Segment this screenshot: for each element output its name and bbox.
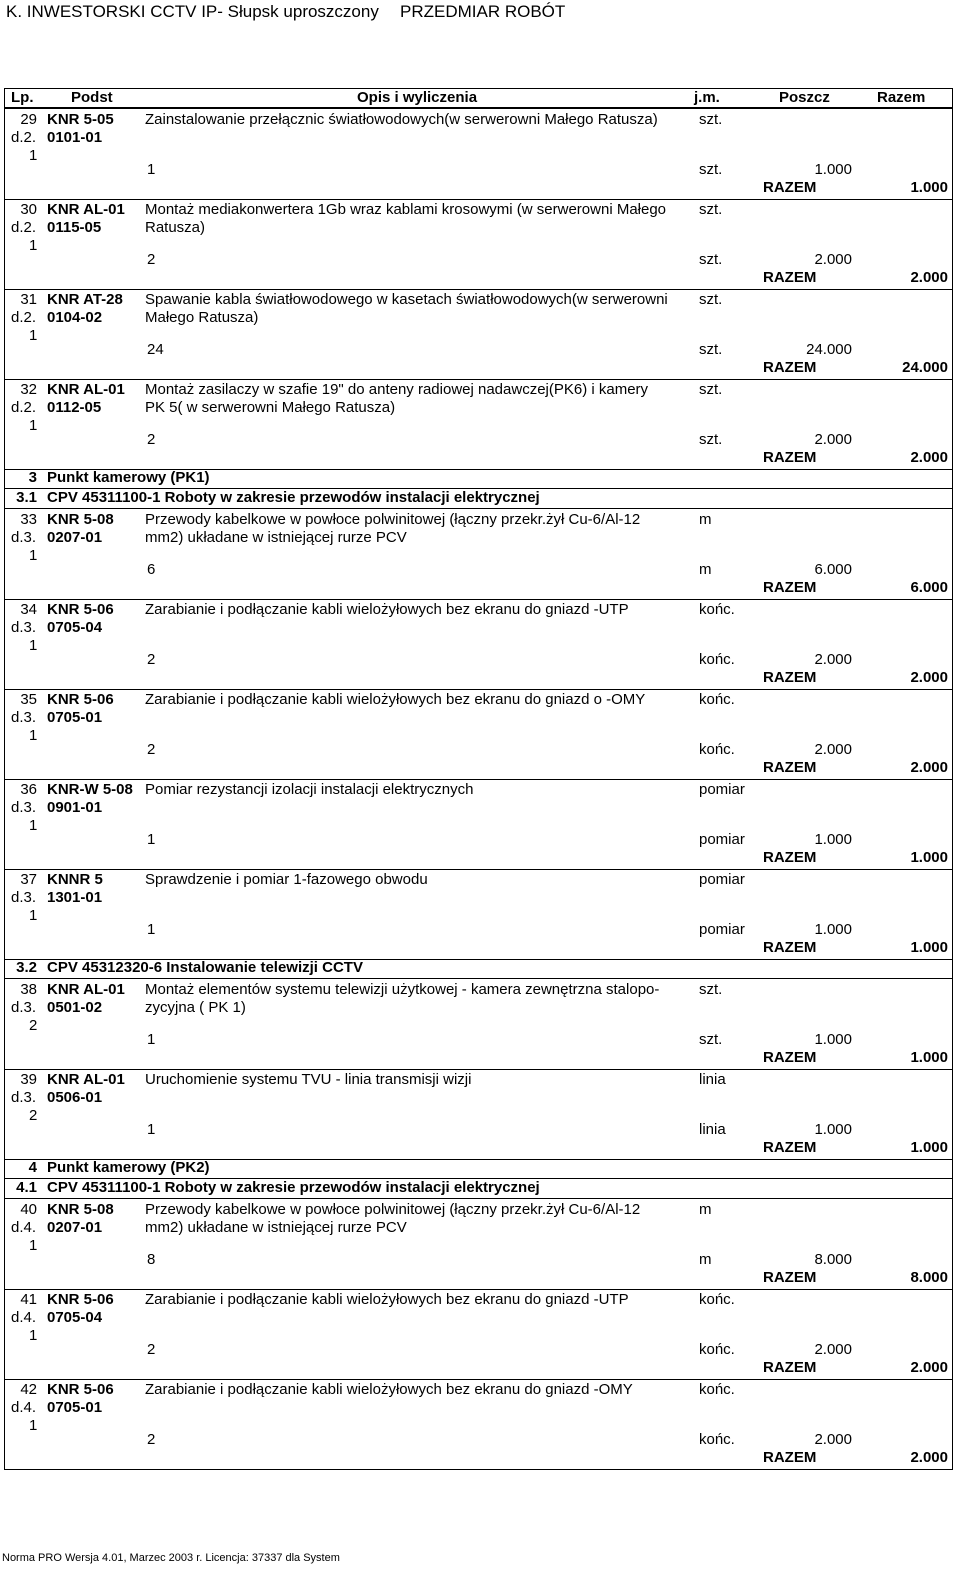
item-basis-code: 0901-01	[47, 799, 103, 816]
item-basis: KNR 5-06	[47, 691, 114, 708]
section-title: CPV 45311100-1 Roboty w zakresie przewodów instalacji elektrycznej	[47, 1179, 540, 1196]
item-basis-code: 0101-01	[47, 129, 103, 146]
item-subnum: 1	[29, 237, 38, 254]
razem-label: RAZEM	[763, 759, 817, 776]
calc-unit: końc.	[699, 1341, 735, 1358]
item-basis-code: 0705-04	[47, 1309, 103, 1326]
item-chapter: d.2.	[11, 309, 37, 326]
item-unit: szt.	[699, 981, 723, 998]
item-description: Sprawdzenie i pomiar 1-fazowego obwodu	[145, 871, 428, 888]
table-row	[5, 379, 952, 469]
item-subnum: 2	[29, 1017, 38, 1034]
item-description: Zainstalowanie przełącznic światłowodowych(w serwerowni Małego Ratusza)	[145, 111, 658, 128]
item-basis: KNR 5-08	[47, 1201, 114, 1218]
calc-unit: szt.	[699, 161, 723, 178]
item-unit: szt.	[699, 381, 723, 398]
razem-value: 1.000	[910, 179, 948, 196]
razem-value: 2.000	[910, 1359, 948, 1376]
item-unit: szt.	[699, 201, 723, 218]
table-row	[5, 979, 952, 1069]
razem-value: 1.000	[910, 1139, 948, 1156]
razem-label: RAZEM	[763, 1449, 817, 1466]
col-razem: Razem	[877, 89, 926, 106]
item-basis-code: 0207-01	[47, 529, 103, 546]
razem-value: 1.000	[910, 939, 948, 956]
calc-unit: szt.	[699, 251, 723, 268]
section-row	[5, 959, 952, 977]
razem-value: 1.000	[910, 1049, 948, 1066]
section-title: Punkt kamerowy (PK2)	[47, 1159, 210, 1176]
item-basis: KNR 5-06	[47, 601, 114, 618]
item-number: 41	[20, 1291, 37, 1308]
col-lp: Lp.	[11, 89, 34, 106]
razem-value: 2.000	[910, 669, 948, 686]
item-basis-code: 0207-01	[47, 1219, 103, 1236]
calc-quantity: 2	[147, 1431, 156, 1448]
calc-unit: linia	[699, 1121, 726, 1138]
item-unit: końc.	[699, 691, 735, 708]
razem-label: RAZEM	[763, 849, 817, 866]
item-number: 32	[20, 381, 37, 398]
item-chapter: d.3.	[11, 999, 37, 1016]
calc-unit: pomiar	[699, 831, 745, 848]
calc-value: 8.000	[814, 1251, 852, 1268]
item-description: Montaż elementów systemu telewizji użytkowej - kamera zewnętrzna stalopo-	[145, 981, 660, 998]
calc-quantity: 8	[147, 1251, 156, 1268]
calc-value: 1.000	[814, 161, 852, 178]
item-chapter: d.2.	[11, 219, 37, 236]
item-basis-code: 0501-02	[47, 999, 103, 1016]
razem-value: 1.000	[910, 849, 948, 866]
item-number: 39	[20, 1071, 37, 1088]
item-unit: końc.	[699, 1291, 735, 1308]
item-chapter: d.2.	[11, 129, 37, 146]
calc-unit: szt.	[699, 1031, 723, 1048]
item-description: Zarabianie i podłączanie kabli wielożyłowych bez ekranu do gniazd -OMY	[145, 1381, 633, 1398]
item-unit: szt.	[699, 111, 723, 128]
calc-quantity: 1	[147, 921, 156, 938]
item-chapter: d.4.	[11, 1219, 37, 1236]
calc-value: 1.000	[814, 1031, 852, 1048]
table-row	[5, 779, 952, 869]
table-row	[5, 109, 952, 199]
item-basis: KNNR 5	[47, 871, 103, 888]
item-subnum: 2	[29, 1107, 38, 1124]
item-description-cont: Ratusza)	[145, 219, 206, 236]
item-subnum: 1	[29, 907, 38, 924]
item-subnum: 1	[29, 147, 38, 164]
calc-quantity: 2	[147, 741, 156, 758]
item-basis-code: 0104-02	[47, 309, 103, 326]
item-basis: KNR 5-08	[47, 511, 114, 528]
table-row	[5, 1199, 952, 1289]
item-number: 42	[20, 1381, 37, 1398]
table-row	[5, 199, 952, 289]
razem-label: RAZEM	[763, 269, 817, 286]
footer-note: Norma PRO Wersja 4.01, Marzec 2003 r. Licencja: 37337 dla System	[2, 1552, 340, 1564]
item-subnum: 1	[29, 1237, 38, 1254]
item-description: Spawanie kabla światłowodowego w kasetach światłowodowych(w serwerowni	[145, 291, 668, 308]
item-basis: KNR AL-01	[47, 201, 125, 218]
table-row	[5, 1379, 952, 1469]
razem-value: 2.000	[910, 269, 948, 286]
estimate-table	[4, 88, 953, 1470]
calc-unit: końc.	[699, 651, 735, 668]
table-row	[5, 1289, 952, 1379]
item-subnum: 1	[29, 327, 38, 344]
calc-quantity: 2	[147, 431, 156, 448]
item-subnum: 1	[29, 1417, 38, 1434]
section-row	[5, 1159, 952, 1177]
calc-unit: m	[699, 1251, 712, 1268]
item-basis-code: 0115-05	[47, 219, 102, 236]
section-number: 4	[28, 1159, 37, 1176]
table-body	[5, 109, 952, 1469]
calc-value: 1.000	[814, 921, 852, 938]
calc-quantity: 2	[147, 1341, 156, 1358]
item-basis-code: 1301-01	[47, 889, 103, 906]
calc-unit: szt.	[699, 431, 723, 448]
item-basis-code: 0506-01	[47, 1089, 103, 1106]
razem-value: 8.000	[910, 1269, 948, 1286]
item-description-cont: mm2) układane w istniejącej rurze PCV	[145, 529, 407, 546]
razem-label: RAZEM	[763, 449, 817, 466]
item-basis-code: 0705-01	[47, 709, 103, 726]
item-subnum: 1	[29, 417, 38, 434]
calc-unit: końc.	[699, 741, 735, 758]
item-description: Przewody kabelkowe w powłoce polwinitowej (łączny przekr.żył Cu-6/Al-12	[145, 511, 641, 528]
razem-value: 2.000	[910, 759, 948, 776]
item-unit: pomiar	[699, 871, 745, 888]
calc-unit: końc.	[699, 1431, 735, 1448]
table-header	[5, 89, 952, 109]
row-divider	[5, 1469, 952, 1470]
section-title: Punkt kamerowy (PK1)	[47, 469, 210, 486]
calc-value: 2.000	[814, 1341, 852, 1358]
item-chapter: d.3.	[11, 619, 37, 636]
section-number: 3	[28, 469, 37, 486]
item-number: 33	[20, 511, 37, 528]
item-description-cont: PK 5( w serwerowni Małego Ratusza)	[145, 399, 396, 416]
item-unit: końc.	[699, 1381, 735, 1398]
item-basis: KNR 5-05	[47, 111, 114, 128]
razem-label: RAZEM	[763, 939, 817, 956]
section-row	[5, 469, 952, 487]
calc-value: 2.000	[814, 741, 852, 758]
razem-label: RAZEM	[763, 579, 817, 596]
item-unit: m	[699, 1201, 712, 1218]
item-number: 30	[20, 201, 37, 218]
document-type: PRZEDMIAR ROBÓT	[400, 2, 566, 21]
item-basis: KNR AT-28	[47, 291, 123, 308]
table-row	[5, 509, 952, 599]
calc-quantity: 1	[147, 161, 156, 178]
item-basis: KNR 5-06	[47, 1381, 114, 1398]
item-chapter: d.2.	[11, 399, 37, 416]
calc-value: 2.000	[814, 1431, 852, 1448]
item-number: 40	[20, 1201, 37, 1218]
item-basis-code: 0705-01	[47, 1399, 103, 1416]
item-description: Montaż mediakonwertera 1Gb wraz kablami krosowymi (w serwerowni Małego	[145, 201, 667, 218]
calc-quantity: 1	[147, 831, 156, 848]
col-poszcz: Poszcz	[779, 89, 830, 106]
calc-value: 2.000	[814, 431, 852, 448]
table-row	[5, 869, 952, 959]
razem-label: RAZEM	[763, 669, 817, 686]
razem-value: 2.000	[910, 449, 948, 466]
section-number: 3.2	[16, 959, 37, 976]
item-unit: końc.	[699, 601, 735, 618]
item-chapter: d.3.	[11, 1089, 37, 1106]
razem-label: RAZEM	[763, 179, 817, 196]
item-subnum: 1	[29, 727, 38, 744]
calc-value: 2.000	[814, 251, 852, 268]
razem-label: RAZEM	[763, 1139, 817, 1156]
item-description: Uruchomienie systemu TVU - linia transmisji wizji	[145, 1071, 472, 1088]
item-number: 35	[20, 691, 37, 708]
calc-quantity: 6	[147, 561, 156, 578]
item-unit: szt.	[699, 291, 723, 308]
item-chapter: d.3.	[11, 799, 37, 816]
section-number: 4.1	[16, 1179, 37, 1196]
item-number: 37	[20, 871, 37, 888]
item-basis: KNR AL-01	[47, 381, 125, 398]
item-description-cont: Małego Ratusza)	[145, 309, 259, 326]
col-jm: j.m.	[694, 89, 720, 106]
document-title: K. INWESTORSKI CCTV IP- Słupsk uproszczony	[6, 2, 379, 21]
table-row	[5, 1069, 952, 1159]
item-number: 36	[20, 781, 37, 798]
razem-label: RAZEM	[763, 1359, 817, 1376]
item-description: Montaż zasilaczy w szafie 19" do anteny radiowej nadawczej(PK6) i kamery	[145, 381, 649, 398]
calc-quantity: 2	[147, 251, 156, 268]
col-podst: Podst	[71, 89, 113, 106]
calc-quantity: 1	[147, 1121, 156, 1138]
calc-quantity: 24	[147, 341, 164, 358]
calc-quantity: 2	[147, 651, 156, 668]
item-basis: KNR-W 5-08	[47, 781, 133, 798]
item-description: Przewody kabelkowe w powłoce polwinitowej (łączny przekr.żył Cu-6/Al-12	[145, 1201, 641, 1218]
item-subnum: 1	[29, 1327, 38, 1344]
section-row	[5, 1179, 952, 1197]
calc-value: 6.000	[814, 561, 852, 578]
razem-label: RAZEM	[763, 359, 817, 376]
item-description: Zarabianie i podłączanie kabli wielożyłowych bez ekranu do gniazd -UTP	[145, 601, 629, 618]
razem-value: 24.000	[902, 359, 948, 376]
table-row	[5, 289, 952, 379]
table-row	[5, 689, 952, 779]
calc-quantity: 1	[147, 1031, 156, 1048]
item-chapter: d.4.	[11, 1309, 37, 1326]
razem-label: RAZEM	[763, 1049, 817, 1066]
item-description-cont: zycyjna ( PK 1)	[145, 999, 246, 1016]
item-subnum: 1	[29, 637, 38, 654]
item-subnum: 1	[29, 817, 38, 834]
table-row	[5, 599, 952, 689]
item-unit: pomiar	[699, 781, 745, 798]
item-description: Zarabianie i podłączanie kabli wielożyłowych bez ekranu do gniazd -UTP	[145, 1291, 629, 1308]
item-number: 34	[20, 601, 37, 618]
item-chapter: d.4.	[11, 1399, 37, 1416]
item-basis: KNR AL-01	[47, 1071, 125, 1088]
section-row	[5, 489, 952, 507]
item-subnum: 1	[29, 547, 38, 564]
item-chapter: d.3.	[11, 529, 37, 546]
item-number: 31	[20, 291, 37, 308]
item-basis-code: 0705-04	[47, 619, 103, 636]
calc-value: 24.000	[806, 341, 852, 358]
item-description: Zarabianie i podłączanie kabli wielożyłowych bez ekranu do gniazd o -OMY	[145, 691, 646, 708]
item-chapter: d.3.	[11, 889, 37, 906]
item-number: 38	[20, 981, 37, 998]
razem-value: 2.000	[910, 1449, 948, 1466]
section-title: CPV 45311100-1 Roboty w zakresie przewodów instalacji elektrycznej	[47, 489, 540, 506]
calc-value: 1.000	[814, 1121, 852, 1138]
calc-value: 1.000	[814, 831, 852, 848]
calc-unit: pomiar	[699, 921, 745, 938]
razem-value: 6.000	[910, 579, 948, 596]
section-number: 3.1	[16, 489, 37, 506]
calc-value: 2.000	[814, 651, 852, 668]
item-number: 29	[20, 111, 37, 128]
item-unit: m	[699, 511, 712, 528]
item-description: Pomiar rezystancji izolacji instalacji elektrycznych	[145, 781, 474, 798]
col-opis: Opis i wyliczenia	[357, 89, 478, 106]
calc-unit: szt.	[699, 341, 723, 358]
item-chapter: d.3.	[11, 709, 37, 726]
item-unit: linia	[699, 1071, 726, 1088]
section-title: CPV 45312320-6 Instalowanie telewizji CCTV	[47, 959, 363, 976]
item-basis: KNR AL-01	[47, 981, 125, 998]
calc-unit: m	[699, 561, 712, 578]
item-description-cont: mm2) układane w istniejącej rurze PCV	[145, 1219, 407, 1236]
item-basis: KNR 5-06	[47, 1291, 114, 1308]
razem-label: RAZEM	[763, 1269, 817, 1286]
item-basis-code: 0112-05	[47, 399, 102, 416]
